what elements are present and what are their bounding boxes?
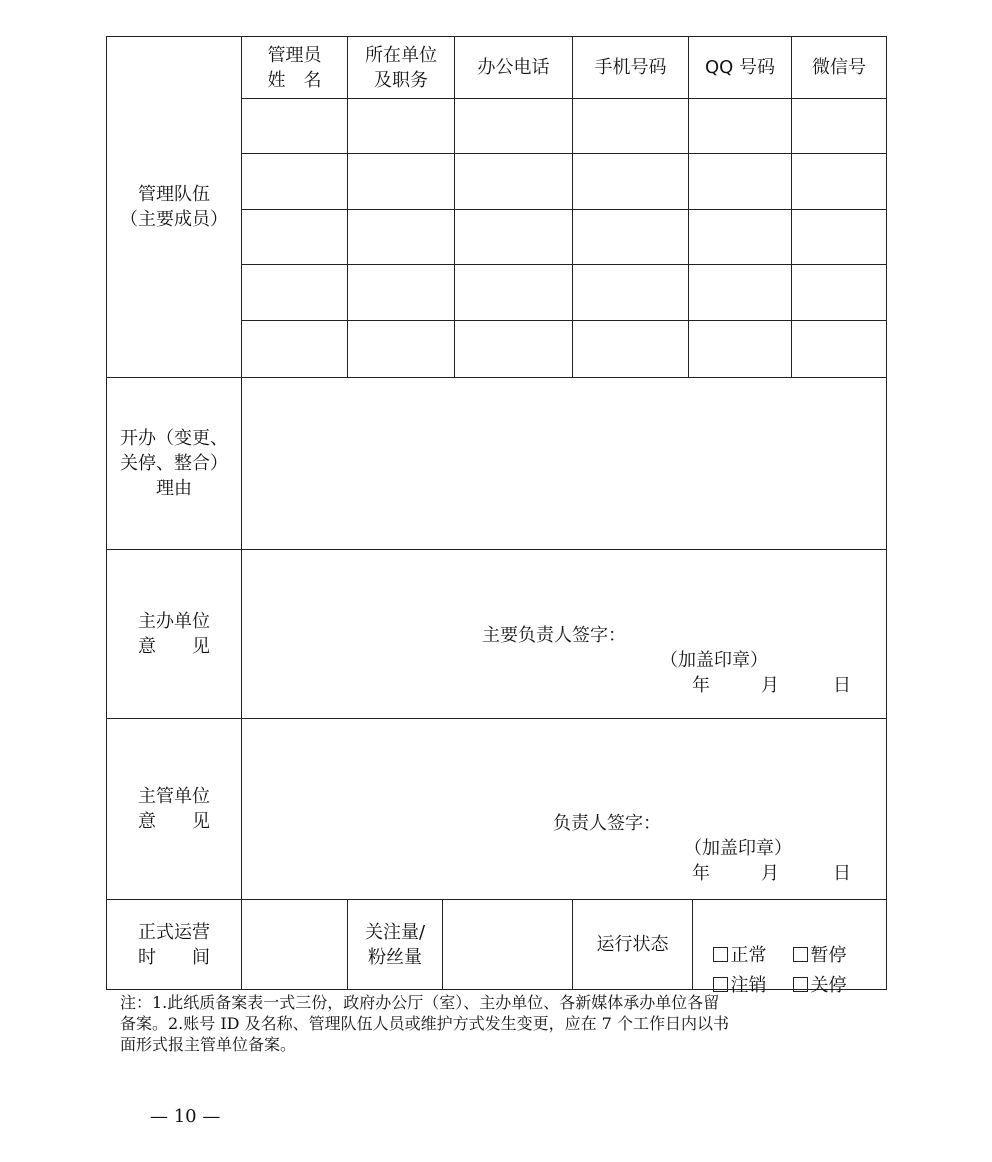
checkbox-icon[interactable] (793, 977, 808, 992)
label-line: 主管单位 (138, 786, 210, 807)
status-option-label: 关停 (810, 975, 847, 996)
sponsor-date-month: 月 (761, 675, 779, 696)
label-line: 关注量/ (364, 921, 426, 943)
followers-field[interactable] (443, 900, 572, 989)
supervisor-signature-label: 负责人签字： (553, 813, 661, 834)
supervisor-seal-text: （加盖印章） (684, 838, 792, 859)
label-line: 关停、整合） (120, 453, 228, 474)
management-team-label (107, 37, 241, 377)
status-option-cancelled[interactable] (702, 948, 766, 998)
header-line: 及职务 (374, 69, 428, 91)
label-line: 时 间 (138, 946, 210, 968)
reason-label (107, 378, 241, 549)
label-line: 正式运营 (138, 921, 210, 943)
start-time-label (107, 900, 241, 989)
header-line: 所在单位 (365, 44, 437, 66)
label-line: 管理队伍 (138, 184, 210, 205)
footnote (120, 992, 890, 1055)
supervisor-date-year: 年 (692, 863, 710, 884)
label-line: 意 见 (138, 811, 210, 832)
label-line: 意 见 (138, 636, 210, 657)
header-line: 微信号 (812, 57, 866, 78)
table-border-right (886, 36, 887, 990)
sponsor-opinion-label (107, 550, 241, 718)
header-line: 办公电话 (477, 57, 550, 78)
footnote-line: 面形式报主管单位备案。 (120, 1035, 297, 1054)
supervisor-opinion-label (107, 719, 241, 899)
reason-field[interactable] (242, 378, 886, 549)
header-line: 管理员 (267, 44, 322, 66)
status-option-closed[interactable] (782, 948, 846, 998)
label-line: 理由 (156, 478, 192, 499)
page-number: — 10 — (150, 1106, 221, 1127)
header-mobile (573, 37, 688, 98)
followers-label (348, 900, 442, 989)
label-line: 开办（变更、 (120, 428, 228, 449)
label-line: 运行状态 (596, 934, 669, 955)
supervisor-date-day: 日 (833, 863, 851, 884)
status-label (573, 900, 692, 989)
label-line: 粉丝量 (367, 946, 422, 968)
label-line: 主办单位 (138, 611, 210, 632)
sponsor-signature-label: 主要负责人签字： (482, 625, 626, 646)
sponsor-seal-text: （加盖印章） (660, 650, 768, 671)
header-line: QQ 号码 (704, 57, 776, 78)
status-option-label: 暂停 (810, 945, 847, 966)
table-border-bottom (106, 989, 887, 990)
header-line: 手机号码 (594, 57, 667, 78)
footnote-line: 备案。2.账号 ID 及名称、管理队伍人员或维护方式发生变更，应在 7 个工作日内以书 (120, 1014, 729, 1033)
header-qq (689, 37, 791, 98)
header-line: 姓 名 (267, 69, 322, 91)
label-line: （主要成员） (120, 209, 228, 230)
status-option-label: 正常 (730, 945, 767, 966)
header-unit-position (348, 37, 454, 98)
start-time-field[interactable] (242, 900, 347, 989)
status-option-label: 注销 (730, 975, 767, 996)
col-line (692, 899, 693, 990)
sponsor-date-year: 年 (692, 675, 710, 696)
sponsor-date-day: 日 (833, 675, 851, 696)
header-admin-name (242, 37, 347, 98)
checkbox-icon[interactable] (713, 977, 728, 992)
header-wechat (792, 37, 886, 98)
header-office-phone (455, 37, 572, 98)
footnote-line: 注：1.此纸质备案表一式三份，政府办公厅（室）、主办单位、各新媒体承办单位各留 (120, 993, 720, 1012)
supervisor-date-month: 月 (761, 863, 779, 884)
